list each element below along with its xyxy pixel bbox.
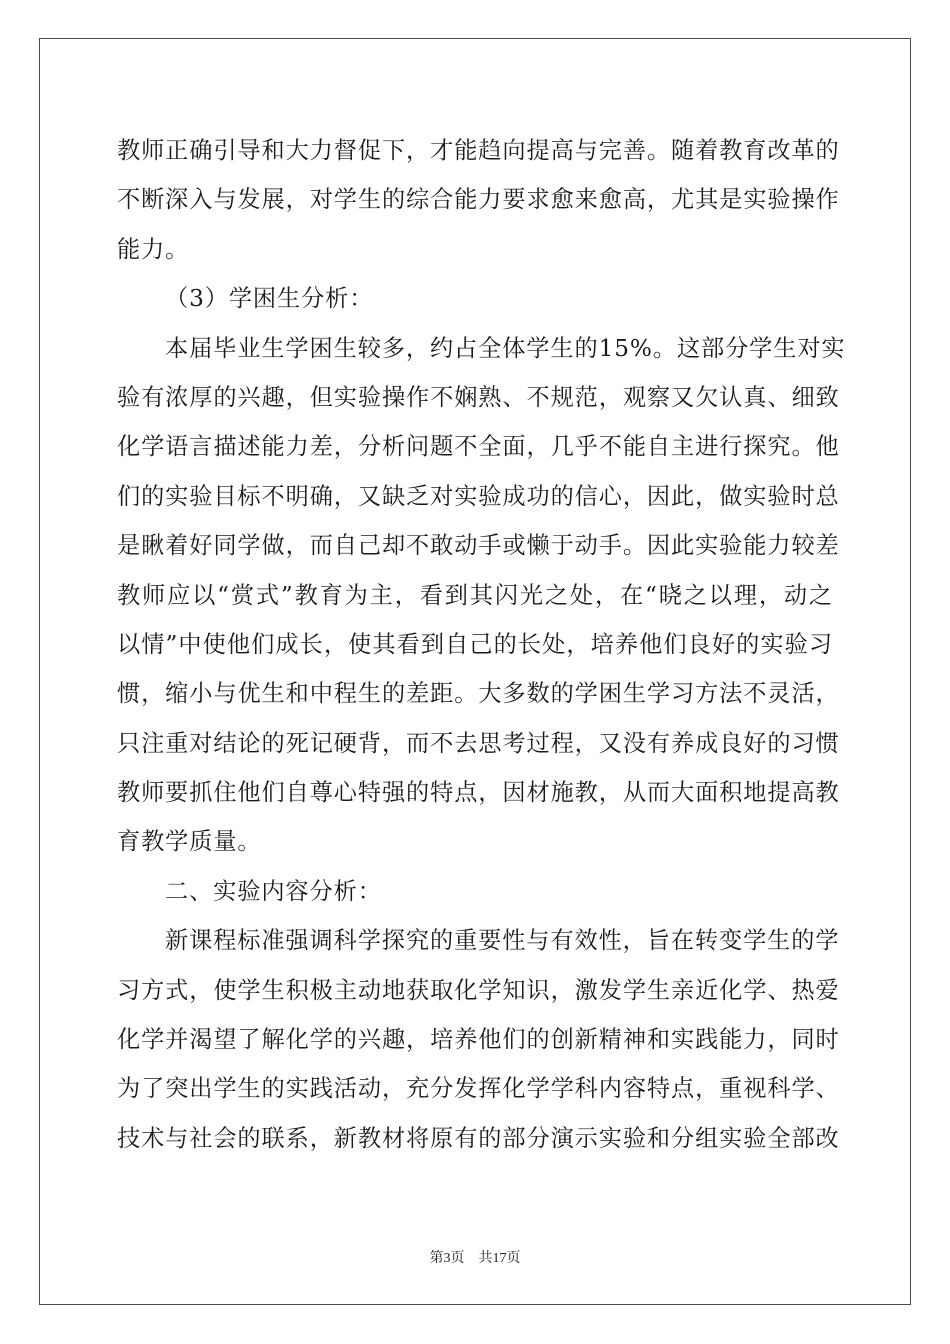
text-line: 不断深入与发展，对学生的综合能力要求愈来愈高，尤其是实验操作: [117, 186, 840, 214]
text-line: 们的实验目标不明确，又缺乏对实验成功的信心，因此，做实验时总: [117, 482, 840, 510]
text-line: 育教学质量。: [117, 828, 262, 856]
section-heading: 二、实验内容分析：: [165, 877, 382, 905]
text-line: 验有浓厚的兴趣，但实验操作不娴熟、不规范，观察又欠认真、细致: [117, 383, 840, 411]
text-line: 惯，缩小与优生和中程生的差距。大多数的学困生学习方法不灵活，: [117, 680, 840, 708]
text-line: 能力。: [117, 235, 190, 263]
page-number: 第3页 共17页: [429, 1251, 521, 1266]
text-line: 化学并渴望了解化学的兴趣，培养他们的创新精神和实践能力，同时: [117, 1026, 840, 1054]
text-line: 是瞅着好同学做，而自己却不敢动手或懒于动手。因此实验能力较差: [117, 532, 840, 560]
text-line: 为了突出学生的实践活动，充分发挥化学学科内容特点，重视科学、: [117, 1075, 840, 1103]
text-line: 习方式，使学生积极主动地获取化学知识，激发学生亲近化学、热爱: [117, 976, 840, 1004]
text-line: 以情”中使他们成长，使其看到自己的长处，培养他们良好的实验习: [117, 630, 833, 658]
text-line: 新课程标准强调科学探究的重要性与有效性，旨在转变学生的学: [165, 927, 840, 955]
text-line: 化学语言描述能力差，分析问题不全面，几乎不能自主进行探究。他: [117, 433, 840, 461]
text-line: 教师要抓住他们自尊心特强的特点，因材施教，从而大面积地提高教: [117, 779, 840, 807]
document-body: [117, 126, 846, 1163]
section-heading: （3）学困生分析：: [165, 285, 374, 313]
text-line: 只注重对结论的死记硬背，而不去思考过程，又没有养成良好的习惯: [117, 729, 840, 757]
text-line: 本届毕业生学困生较多，约占全体学生的15%。这部分学生对实: [165, 334, 846, 362]
text-line: 教师应以“赏式”教育为主，看到其闪光之处，在“晓之以理，动之: [117, 581, 833, 609]
text-line: 教师正确引导和大力督促下，才能趋向提高与完善。随着教育改革的: [117, 137, 840, 164]
text-line: 技术与社会的联系，新教材将原有的部分演示实验和分组实验全部改: [117, 1124, 840, 1152]
